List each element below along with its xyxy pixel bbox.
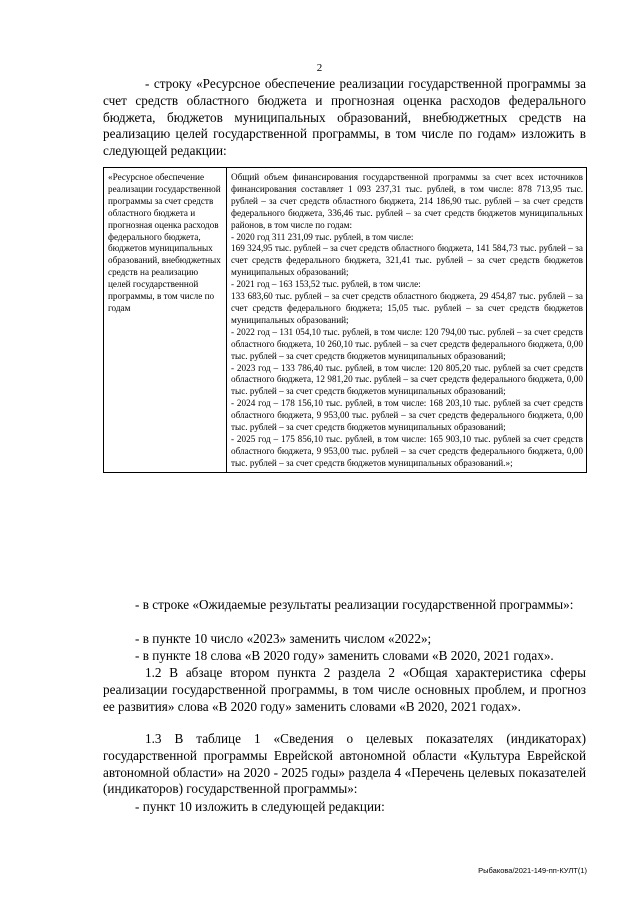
funding-2025: - 2025 год – 175 856,10 тыс. рублей, в том числе: 165 903,10 тыс. рублей за счет средств областного бюджета, 9 953,00 тыс. рублей – за счет средств федерального бюджета, 0,00 тыс. рублей – за счет средств бюджетов муниципальных образований.»; — [231, 433, 583, 468]
funding-total: Общий объем финансирования государственной программы за счет всех источников финансирования составляет 1 093 237,31 тыс. рублей, в том числе: 878 713,95 тыс. рублей – за счет средств областного бюджета, 214 186,90 тыс. рублей – за счет средств федерального бюджета, 336,46 тыс. рублей – за счет средств бюджетов муниципальных районов, в том числе по годам: — [231, 172, 583, 230]
funding-2020-header: - 2020 год 311 231,09 тыс. рублей, в том числе: — [231, 231, 414, 242]
funding-2024: - 2024 год – 178 156,10 тыс. рублей, в том числе: 168 203,10 тыс. рублей за счет средств областного бюджета, 9 953,00 тыс. рублей – за счет средств федерального бюджета, 0,00 тыс. рублей – за счет средств бюджетов муниципальных образований; — [231, 398, 583, 433]
page-number: 2 — [316, 62, 323, 74]
funding-2023: - 2023 год – 133 786,40 тыс. рублей, в том числе: 120 805,20 тыс. рублей за счет средств областного бюджета, 12 981,20 тыс. рублей – за счет средств федерального бюджета, 0,00 тыс. рублей – за счет средств бюджетов муниципальных образований; — [231, 362, 583, 397]
intro-paragraph: - строку «Ресурсное обеспечение реализации государственной программы за счет средств областного бюджета и прогнозная оценка расходов федерального бюджета, бюджетов муниципальных образований, внебюджетных средств на реализацию целей государственной программы, в том числе по годам» изложить в следующей редакции: — [103, 76, 586, 159]
table-left-cell: «Ресурсное обеспечение реализации государственной программы за счет средств областного бюджета и прогнозная оценка расходов федерального бюджета, бюджетов муниципальных образований, внебюджетных средств на реализацию целей государственной программы, в том числе по годам — [104, 168, 227, 473]
table-row — [104, 168, 587, 473]
item-10-new-edition: - пункт 10 изложить в следующей редакции: — [135, 799, 385, 814]
funding-2022: - 2022 год – 131 054,10 тыс. рублей, в том числе: 120 794,00 тыс. рублей – за счет средств областного бюджета, 10 260,10 тыс. рублей – за счет средств федерального бюджета, 0,00 тыс. рублей – за счет средств бюджетов муниципальных образований; — [231, 326, 583, 361]
funding-2021-header: - 2021 год – 163 153,52 тыс. рублей, в том числе: — [231, 279, 421, 290]
table-right-cell — [227, 168, 587, 473]
expected-results-paragraph: - в строке «Ожидаемые результаты реализации государственной программы»: — [135, 597, 574, 612]
funding-2021-detail: 133 683,60 тыс. рублей – за счет средств областного бюджета, 29 454,87 тыс. рублей – за счет средств федерального бюджета; 15,05 тыс. рублей – за счет средств бюджетов муниципальных образований; — [231, 291, 583, 325]
resource-table — [103, 167, 587, 473]
section-1-2-paragraph: 1.2 В абзаце втором пункта 2 раздела 2 «Общая характеристика сферы реализации государственной программы, в том числе основных проблем, и прогноз ее развития» слова «В 2020 году» заменить словами «В 2020, 2021 годах». — [103, 665, 586, 714]
section-1-3-paragraph: 1.3 В таблице 1 «Сведения о целевых показателях (индикаторах) государственной программы Еврейской автономной области «Культура Еврейской автономной области» на 2020 - 2025 годы» раздела 4 «Перечень целевых показателей (индикаторов) государственной программы»: — [103, 731, 586, 797]
item-18-paragraph: - в пункте 18 слова «В 2020 году» заменить словами «В 2020, 2021 годах». — [135, 648, 554, 663]
funding-2020-detail: 169 324,95 тыс. рублей – за счет средств областного бюджета, 141 584,73 тыс. рублей – за счет средств федерального бюджета, 321,41 тыс. рублей – за счет средств бюджетов муниципальных образований; — [231, 243, 583, 278]
footer-code: Рыбакова/2021-149-пп-КУЛТ(1) — [478, 866, 587, 875]
item-10-paragraph: - в пункте 10 число «2023» заменить числом «2022»; — [135, 631, 432, 646]
